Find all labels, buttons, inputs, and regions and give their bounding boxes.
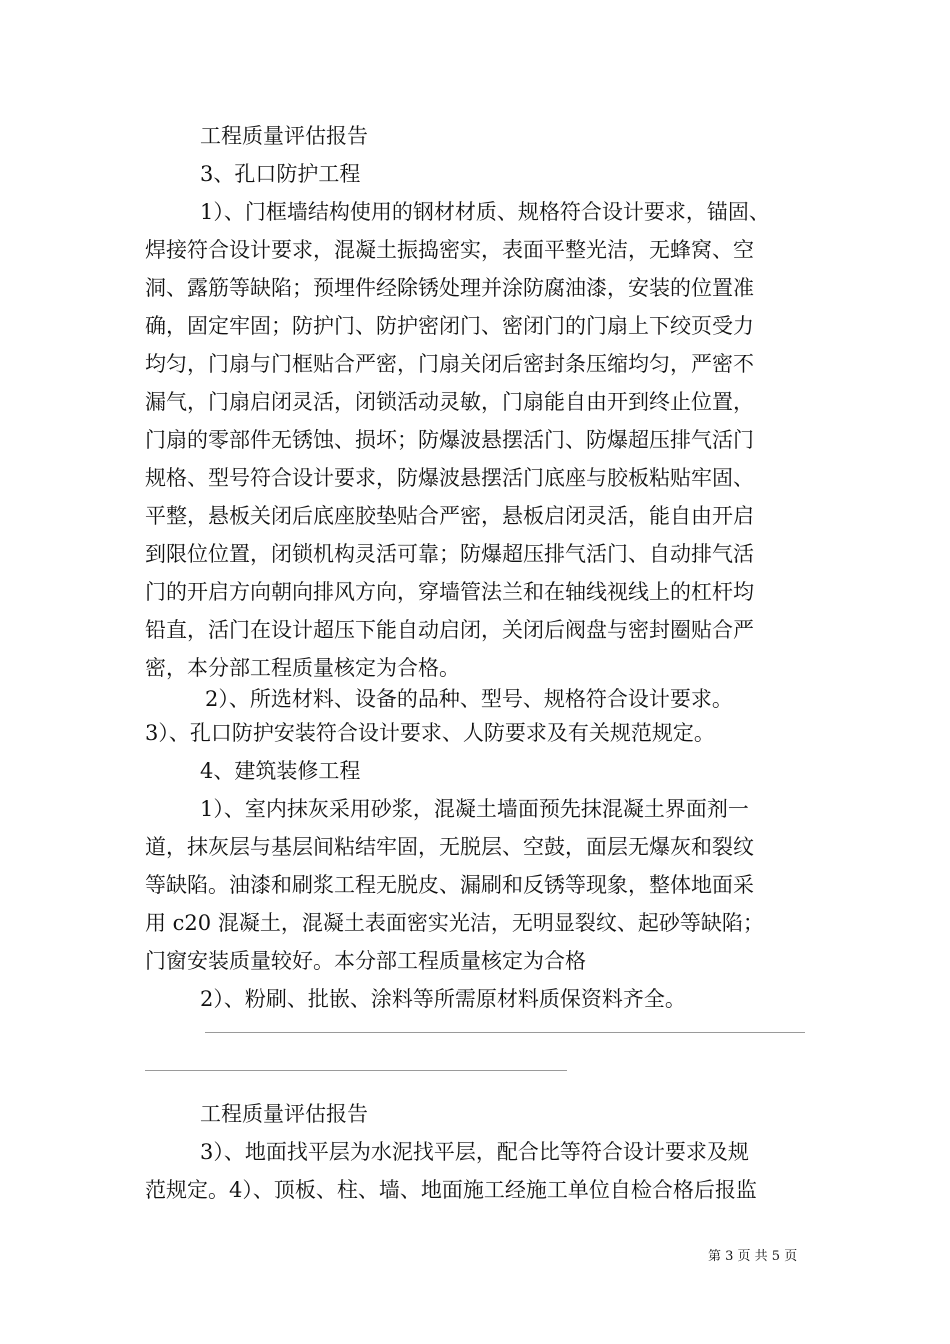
paragraph-line: 3）、孔口防护安装符合设计要求、人防要求及有关规范规定。 (145, 721, 715, 745)
page-number: 第 3 页 共 5 页 (708, 1249, 798, 1264)
paragraph-line: 3）、地面找平层为水泥找平层，配合比等符合设计要求及规 (200, 1140, 749, 1164)
page-header-1: 工程质量评估报告 (200, 124, 368, 148)
paragraph-line: 2）、所选材料、设备的品种、型号、规格符合设计要求。 (205, 687, 733, 711)
paragraph-line: 平整，悬板关闭后底座胶垫贴合严密，悬板启闭灵活，能自由开启 (145, 504, 754, 528)
section-heading-3: 3、孔口防护工程 (200, 162, 361, 186)
paragraph-line: 门扇的零部件无锈蚀、损坏；防爆波悬摆活门、防爆超压排气活门 (145, 428, 754, 452)
paragraph-line: 洞、露筋等缺陷；预埋件经除锈处理并涂防腐油漆，安装的位置准 (145, 276, 754, 300)
page-break-divider (145, 1070, 567, 1071)
paragraph-line: 到限位位置，闭锁机构灵活可靠；防爆超压排气活门、自动排气活 (145, 542, 754, 566)
paragraph-line: 道，抹灰层与基层间粘结牢固，无脱层、空鼓，面层无爆灰和裂纹 (145, 835, 754, 859)
paragraph-line: 用 c20 混凝土，混凝土表面密实光洁，无明显裂纹、起砂等缺陷； (145, 911, 764, 935)
section-heading-4: 4、建筑装修工程 (200, 759, 361, 783)
paragraph-line: 漏气，门扇启闭灵活，闭锁活动灵敏，门扇能自由开到终止位置， (145, 390, 754, 414)
paragraph-line: 门窗安装质量较好。本分部工程质量核定为合格 (145, 949, 586, 973)
paragraph-line: 范规定。4）、顶板、柱、墙、地面施工经施工单位自检合格后报监 (145, 1178, 757, 1202)
paragraph-line: 门的开启方向朝向排风方向，穿墙管法兰和在轴线视线上的杠杆均 (145, 580, 754, 604)
paragraph-line: 均匀，门扇与门框贴合严密，门扇关闭后密封条压缩均匀，严密不 (145, 352, 754, 376)
page-break-divider (205, 1032, 805, 1033)
page-header-2: 工程质量评估报告 (200, 1102, 368, 1126)
paragraph-line: 密，本分部工程质量核定为合格。 (145, 656, 460, 680)
paragraph-line: 等缺陷。油漆和刷浆工程无脱皮、漏刷和反锈等现象，整体地面采 (145, 873, 754, 897)
paragraph-line: 确，固定牢固；防护门、防护密闭门、密闭门的门扇上下绞页受力 (145, 314, 754, 338)
paragraph-line: 规格、型号符合设计要求，防爆波悬摆活门底座与胶板粘贴牢固、 (145, 466, 754, 490)
paragraph-line: 2）、粉刷、批嵌、涂料等所需原材料质保资料齐全。 (200, 987, 686, 1011)
paragraph-line: 焊接符合设计要求，混凝土振捣密实，表面平整光洁，无蜂窝、空 (145, 238, 754, 262)
paragraph-line: 铅直，活门在设计超压下能自动启闭，关闭后阀盘与密封圈贴合严 (145, 618, 754, 642)
paragraph-line: 1）、室内抹灰采用砂浆，混凝土墙面预先抹混凝土界面剂一 (200, 797, 749, 821)
paragraph-line: 1）、门框墙结构使用的钢材材质、规格符合设计要求，锚固、 (200, 200, 770, 224)
